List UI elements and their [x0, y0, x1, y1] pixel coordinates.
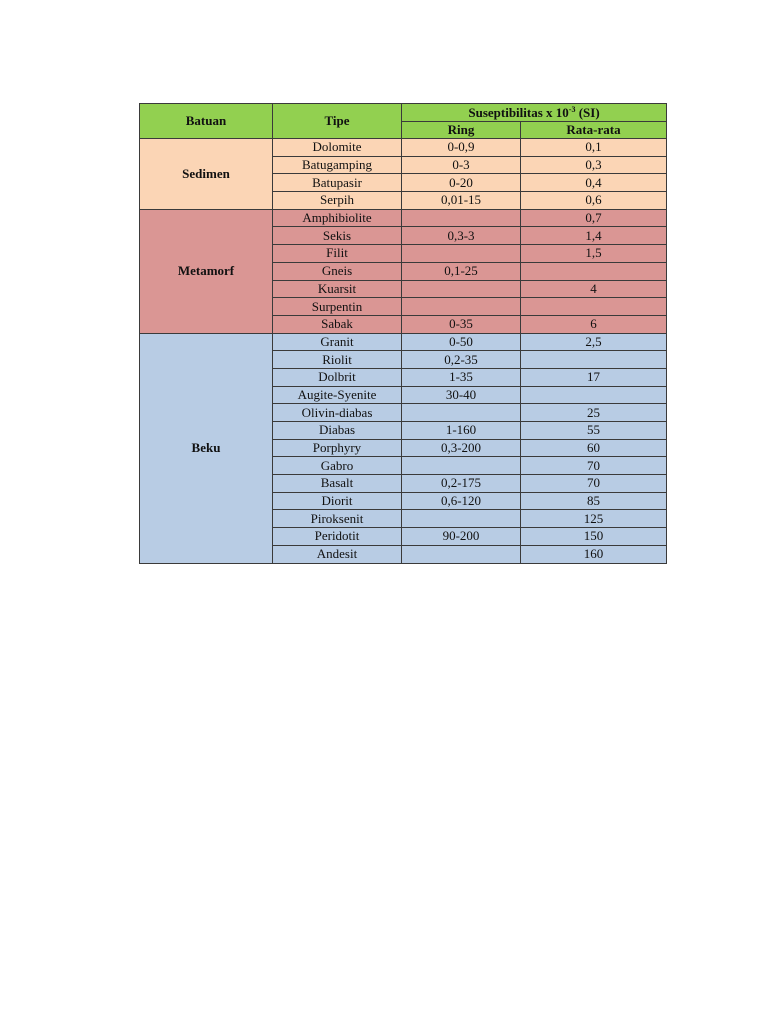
- ring-cell: [402, 404, 521, 422]
- rock-type-cell: Sekis: [273, 227, 402, 245]
- rock-type-cell: Granit: [273, 333, 402, 351]
- average-cell: 1,5: [521, 245, 667, 263]
- ring-cell: 0-0,9: [402, 139, 521, 157]
- average-cell: 17: [521, 368, 667, 386]
- rock-type-cell: Batupasir: [273, 174, 402, 192]
- ring-cell: 0,2-175: [402, 475, 521, 493]
- table-row: [140, 333, 667, 351]
- average-cell: 70: [521, 475, 667, 493]
- ring-cell: 0,2-35: [402, 351, 521, 369]
- ring-cell: 0-20: [402, 174, 521, 192]
- rock-type-cell: Piroksenit: [273, 510, 402, 528]
- rock-type-cell: Gabro: [273, 457, 402, 475]
- ring-cell: [402, 510, 521, 528]
- average-cell: 125: [521, 510, 667, 528]
- rock-type-cell: Batugamping: [273, 156, 402, 174]
- header-batuan: Batuan: [140, 104, 273, 139]
- ring-cell: 1-160: [402, 422, 521, 440]
- ring-cell: 0,3-200: [402, 439, 521, 457]
- rock-type-cell: Filit: [273, 245, 402, 263]
- rock-type-cell: Olivin-diabas: [273, 404, 402, 422]
- rock-type-cell: Dolomite: [273, 139, 402, 157]
- rock-type-cell: Augite-Syenite: [273, 386, 402, 404]
- ring-cell: 0-35: [402, 315, 521, 333]
- rock-type-cell: Andesit: [273, 545, 402, 563]
- average-cell: 0,1: [521, 139, 667, 157]
- ring-cell: 0,1-25: [402, 262, 521, 280]
- average-cell: 25: [521, 404, 667, 422]
- ring-cell: [402, 545, 521, 563]
- ring-cell: [402, 298, 521, 316]
- rock-type-cell: Amphibiolite: [273, 209, 402, 227]
- average-cell: 1,4: [521, 227, 667, 245]
- rock-type-cell: Riolit: [273, 351, 402, 369]
- rock-type-cell: Serpih: [273, 192, 402, 210]
- average-cell: 160: [521, 545, 667, 563]
- ring-cell: 0-3: [402, 156, 521, 174]
- ring-cell: 90-200: [402, 528, 521, 546]
- ring-cell: 0,6-120: [402, 492, 521, 510]
- average-cell: 85: [521, 492, 667, 510]
- rock-type-cell: Gneis: [273, 262, 402, 280]
- average-cell: 0,3: [521, 156, 667, 174]
- header-rata-rata: Rata-rata: [521, 122, 667, 139]
- ring-cell: 30-40: [402, 386, 521, 404]
- average-cell: 2,5: [521, 333, 667, 351]
- rock-type-cell: Dolbrit: [273, 368, 402, 386]
- rock-group-label: Metamorf: [140, 209, 273, 333]
- header-ring: Ring: [402, 122, 521, 139]
- average-cell: 70: [521, 457, 667, 475]
- header-susceptibility-prefix: Suseptibilitas x 10: [468, 104, 569, 120]
- ring-cell: [402, 209, 521, 227]
- rock-group-label: Beku: [140, 333, 273, 563]
- rock-type-cell: Porphyry: [273, 439, 402, 457]
- rock-type-cell: Diorit: [273, 492, 402, 510]
- ring-cell: 0,01-15: [402, 192, 521, 210]
- header-tipe: Tipe: [273, 104, 402, 139]
- rock-group-label: Sedimen: [140, 139, 273, 210]
- average-cell: [521, 386, 667, 404]
- average-cell: 0,6: [521, 192, 667, 210]
- header-susceptibility: [402, 104, 667, 122]
- rock-type-cell: Sabak: [273, 315, 402, 333]
- ring-cell: [402, 245, 521, 263]
- average-cell: 150: [521, 528, 667, 546]
- susceptibility-table: [139, 103, 667, 564]
- average-cell: 60: [521, 439, 667, 457]
- average-cell: 6: [521, 315, 667, 333]
- header-row-1: [140, 104, 667, 122]
- average-cell: 0,7: [521, 209, 667, 227]
- average-cell: 55: [521, 422, 667, 440]
- table-body: [140, 139, 667, 564]
- ring-cell: 1-35: [402, 368, 521, 386]
- header-susceptibility-exponent: -3: [568, 104, 576, 114]
- average-cell: [521, 298, 667, 316]
- table-row: [140, 139, 667, 157]
- rock-type-cell: Basalt: [273, 475, 402, 493]
- rock-type-cell: Diabas: [273, 422, 402, 440]
- ring-cell: [402, 457, 521, 475]
- header-susceptibility-suffix: (SI): [575, 104, 600, 120]
- rock-type-cell: Surpentin: [273, 298, 402, 316]
- average-cell: 0,4: [521, 174, 667, 192]
- ring-cell: [402, 280, 521, 298]
- table-row: [140, 209, 667, 227]
- average-cell: [521, 351, 667, 369]
- ring-cell: 0,3-3: [402, 227, 521, 245]
- rock-type-cell: Peridotit: [273, 528, 402, 546]
- average-cell: [521, 262, 667, 280]
- rock-type-cell: Kuarsit: [273, 280, 402, 298]
- average-cell: 4: [521, 280, 667, 298]
- ring-cell: 0-50: [402, 333, 521, 351]
